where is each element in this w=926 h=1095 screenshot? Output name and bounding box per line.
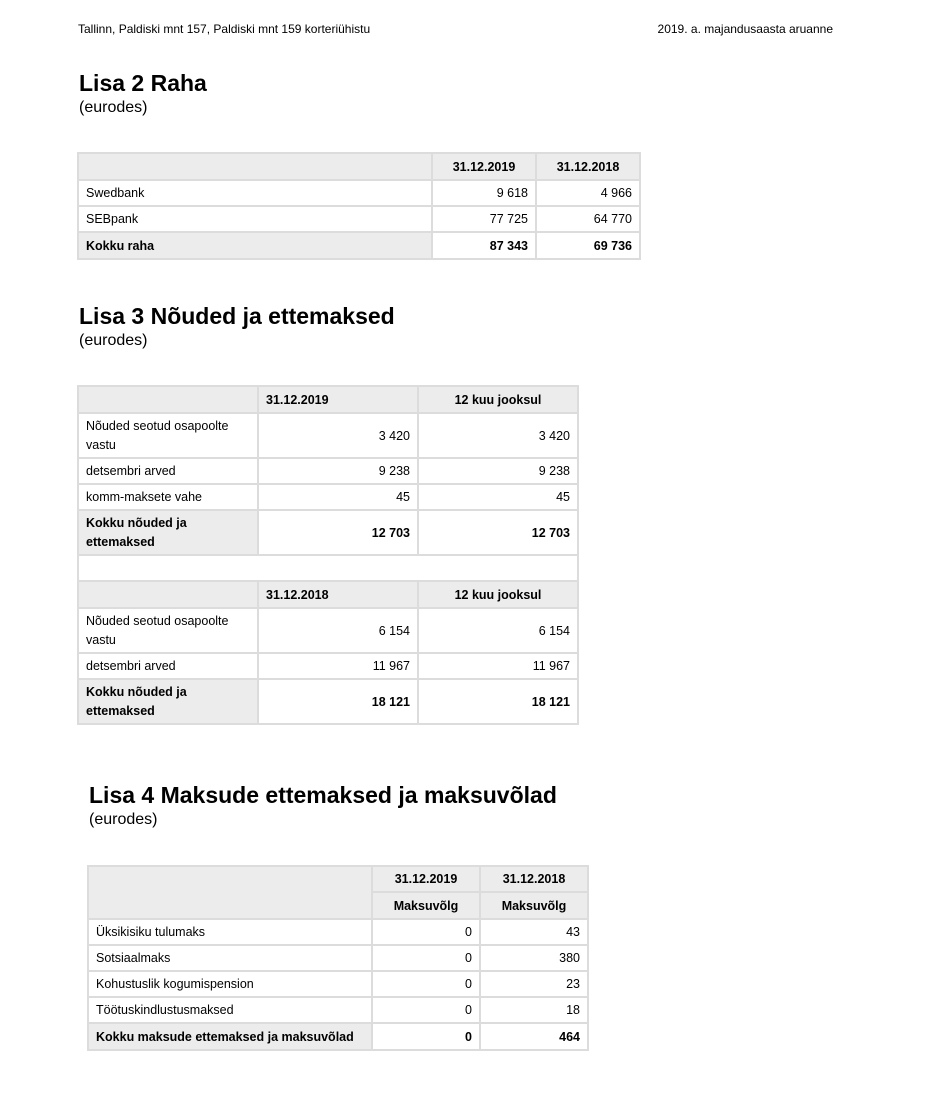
table-row [78, 206, 640, 232]
row-value: 9 238 [258, 458, 418, 484]
total-row [78, 232, 640, 259]
total-value: 12 703 [258, 510, 418, 555]
lisa2-title: Lisa 2 Raha [79, 70, 207, 96]
lisa4-table [87, 865, 589, 1051]
row-value: 0 [372, 945, 480, 971]
column-header: 31.12.2019 [372, 866, 480, 892]
total-label: Kokku nõuded ja ettemaksed [78, 510, 258, 555]
header-blank-cell [88, 866, 372, 919]
column-header: 31.12.2018 [536, 153, 640, 180]
total-value: 0 [372, 1023, 480, 1050]
total-row [78, 510, 578, 555]
header-blank-cell [78, 581, 258, 608]
total-value: 69 736 [536, 232, 640, 259]
total-row [78, 679, 578, 724]
row-label: Swedbank [78, 180, 432, 206]
table-header-row [78, 386, 578, 413]
row-value: 43 [480, 919, 588, 945]
row-value: 9 238 [418, 458, 578, 484]
row-label: detsembri arved [78, 458, 258, 484]
lisa3-subtitle: (eurodes) [79, 332, 148, 349]
row-label: Nõuded seotud osapoolte vastu [78, 608, 258, 653]
header-blank-cell [78, 153, 432, 180]
column-header: 12 kuu jooksul [418, 386, 578, 413]
lisa2-table [77, 152, 641, 260]
lisa4-title: Lisa 4 Maksude ettemaksed ja maksuvõlad [89, 782, 557, 808]
row-value: 18 [480, 997, 588, 1023]
row-value: 6 154 [258, 608, 418, 653]
row-value: 3 420 [258, 413, 418, 458]
total-value: 464 [480, 1023, 588, 1050]
row-value: 0 [372, 971, 480, 997]
table-row [78, 653, 578, 679]
total-value: 18 121 [418, 679, 578, 724]
row-value: 23 [480, 971, 588, 997]
row-label: Sotsiaalmaks [88, 945, 372, 971]
row-value: 77 725 [432, 206, 536, 232]
row-value: 45 [258, 484, 418, 510]
column-header: 31.12.2018 [480, 866, 588, 892]
row-value: 380 [480, 945, 588, 971]
column-header: 31.12.2019 [258, 386, 418, 413]
row-value: 11 967 [258, 653, 418, 679]
total-value: 18 121 [258, 679, 418, 724]
table-row [78, 180, 640, 206]
row-label: Kohustuslik kogumispension [88, 971, 372, 997]
header-report-title: 2019. a. majandusaasta aruanne [657, 22, 833, 36]
row-value: 9 618 [432, 180, 536, 206]
row-label: detsembri arved [78, 653, 258, 679]
header-blank-cell [78, 386, 258, 413]
row-value: 0 [372, 919, 480, 945]
column-subheader: Maksuvõlg [372, 892, 480, 919]
table-row [88, 971, 588, 997]
table-row [78, 458, 578, 484]
row-value: 3 420 [418, 413, 578, 458]
total-row [88, 1023, 588, 1050]
table-header-row [88, 866, 588, 892]
table-row [78, 484, 578, 510]
table-header-row [78, 581, 578, 608]
total-value: 12 703 [418, 510, 578, 555]
total-value: 87 343 [432, 232, 536, 259]
column-header: 31.12.2018 [258, 581, 418, 608]
column-header: 31.12.2019 [432, 153, 536, 180]
table-row [88, 919, 588, 945]
row-value: 4 966 [536, 180, 640, 206]
table-header-row [78, 153, 640, 180]
lisa3-title: Lisa 3 Nõuded ja ettemaksed [79, 303, 395, 329]
table-row [88, 997, 588, 1023]
header-entity-name: Tallinn, Paldiski mnt 157, Paldiski mnt 159 korteriühistu [78, 22, 371, 36]
table-row [78, 608, 578, 653]
column-header: 12 kuu jooksul [418, 581, 578, 608]
row-value: 11 967 [418, 653, 578, 679]
total-label: Kokku maksude ettemaksed ja maksuvõlad [88, 1023, 372, 1050]
row-label: Töötuskindlustusmaksed [88, 997, 372, 1023]
table-row [78, 413, 578, 458]
row-value: 0 [372, 997, 480, 1023]
spacer-row [78, 555, 578, 581]
row-value: 64 770 [536, 206, 640, 232]
row-label: komm-maksete vahe [78, 484, 258, 510]
total-label: Kokku nõuded ja ettemaksed [78, 679, 258, 724]
lisa2-subtitle: (eurodes) [79, 99, 148, 116]
table-row [88, 945, 588, 971]
row-label: SEBpank [78, 206, 432, 232]
row-value: 6 154 [418, 608, 578, 653]
lisa3-table [77, 385, 579, 725]
row-label: Nõuded seotud osapoolte vastu [78, 413, 258, 458]
row-value: 45 [418, 484, 578, 510]
lisa4-subtitle: (eurodes) [89, 811, 158, 828]
spacer-cell [78, 555, 578, 581]
total-label: Kokku raha [78, 232, 432, 259]
column-subheader: Maksuvõlg [480, 892, 588, 919]
row-label: Üksikisiku tulumaks [88, 919, 372, 945]
